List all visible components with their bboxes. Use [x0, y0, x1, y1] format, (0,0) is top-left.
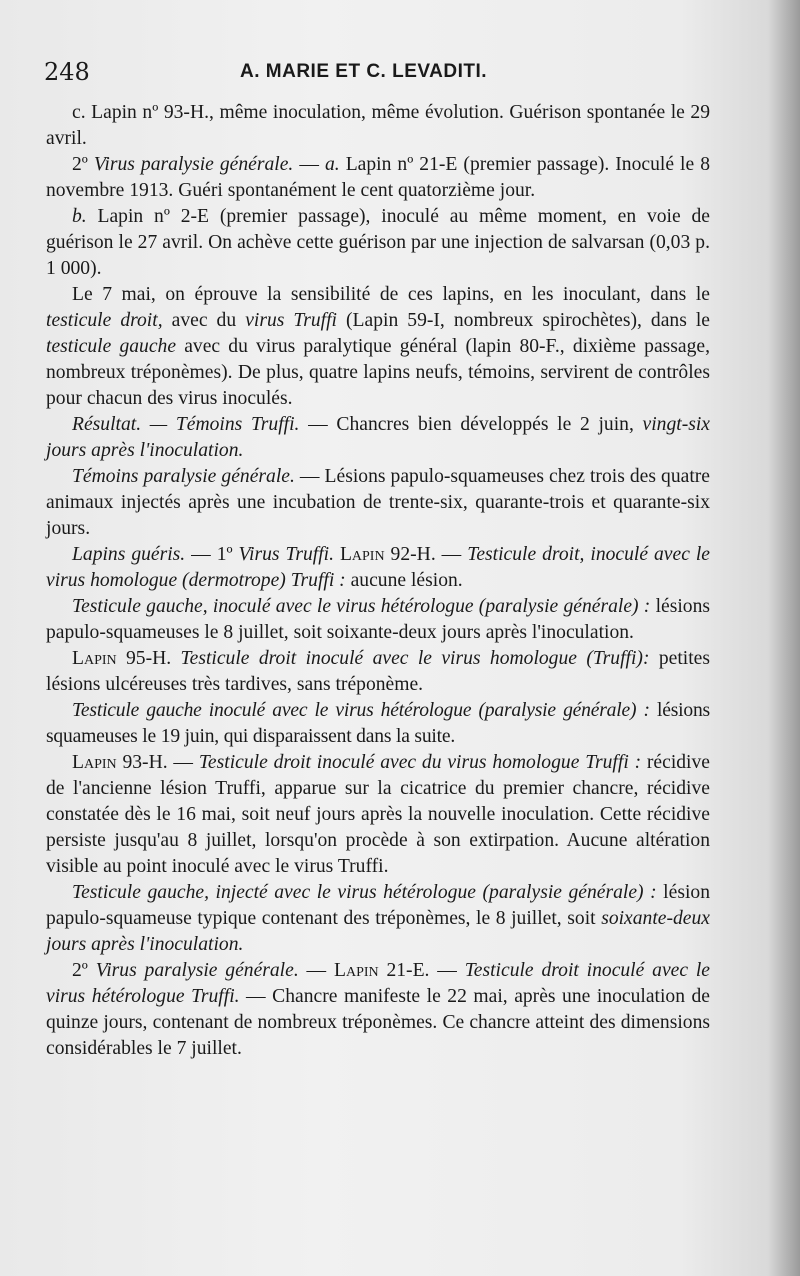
para7-text: aucune lésion. [345, 570, 463, 591]
para4-italic-b: testicule droit, [46, 310, 163, 331]
para8-italic: Testicule gauche, inoculé avec le virus hétérologue (paralysie générale) : [72, 596, 651, 617]
para9-italic: Testicule droit inoculé avec le virus homologue (Truffi): [180, 648, 650, 669]
para3-text: Lapin nº 2-E (premier passage), inoculé au même moment, en voie de guérison le 27 avril. On achève cette guérison par une injection de salvarsan (0,03 p. 1 000). [46, 206, 710, 279]
paragraph-10 [46, 698, 710, 750]
para11-lapin: Lapin [72, 752, 117, 773]
para6-heading: Témoins paralysie générale. [72, 466, 295, 487]
paragraph-12 [46, 880, 710, 958]
para7-lapin: Lapin [333, 544, 385, 565]
paragraph-13 [46, 958, 710, 1062]
body-text [46, 100, 710, 1062]
para13-num: 2º [72, 960, 96, 981]
para3-letter: b. [72, 206, 87, 227]
paragraph-8 [46, 594, 710, 646]
para5-text: — Chancres bien développés le 2 juin, [299, 414, 643, 435]
paragraph-4 [46, 282, 710, 412]
para4-italic-d: virus Truffi [245, 310, 337, 331]
para13-text: — Chancre manifeste le 22 mai, après une inoculation de quinze jours, contenant de nombreux tréponèmes. Ce chancre atteint des dimensions considérables le 7 juillet. [46, 986, 711, 1059]
para11-id: 93-H. — [116, 752, 199, 773]
para4-text-a: Le 7 mai, on éprouve la sensibilité de ces lapins, en les inoculant, dans le [72, 284, 710, 305]
paragraph-6 [46, 464, 710, 542]
para13-italic: Testicule droit inoculé avec le virus hétérologue Truffi. [46, 960, 711, 1007]
para7-num: — 1º [185, 544, 239, 565]
para12-text: lésion papulo-squameuse typique contenant des tréponèmes, le 8 juillet, soit [46, 882, 710, 929]
para11-italic: Testicule droit inoculé avec du virus homologue Truffi : [198, 752, 642, 773]
para13-lapin: Lapin [333, 960, 379, 981]
para12-italic: Testicule gauche, injecté avec le virus hétérologue (paralysie générale) : [72, 882, 657, 903]
para7-id: 92-H. — [384, 544, 468, 565]
paragraph-3 [46, 204, 710, 282]
para4-text-g: avec du virus paralytique général (lapin 80-F., dixième passage, nombreux tréponèmes). De plus, quatre lapins neufs, témoins, servirent de contrôles pour chacun des virus inoculés. [46, 336, 710, 409]
paragraph-7 [46, 542, 710, 594]
paragraph-1: c. Lapin nº 93-H., même inoculation, même évolution. Guérison spontanée le 29 avril. [46, 102, 710, 149]
paragraph-11 [46, 750, 710, 880]
para4-italic-f: testicule gauche [46, 336, 177, 357]
para5-italic: vingt-six jours après l'inoculation. [46, 414, 710, 461]
para9-lapin: Lapin [72, 648, 117, 669]
para10-italic: Testicule gauche inoculé avec le virus hétérologue (paralysie générale) : [72, 700, 650, 721]
para9-text: petites lésions ulcéreuses très tardives, sans tréponème. [46, 648, 710, 695]
para5-heading: Résultat. — Témoins Truffi. [72, 414, 300, 435]
running-head: A. MARIE ET C. LEVADITI. [240, 61, 488, 82]
para9-id: 95-H. [116, 648, 181, 669]
para8-text: lésions papulo-squameuses le 8 juillet, soit soixante-deux jours après l'inoculation. [46, 596, 710, 643]
para6-text: — Lésions papulo-squameuses chez trois des quatre animaux injectés après une incubation de trente-six, quarante-trois et quarante-six jours. [46, 466, 710, 539]
para13-id: 21-E. — [378, 960, 465, 981]
para7-virus: Virus Truffi. [238, 544, 334, 565]
para7-italic: Testicule droit, inoculé avec le virus homologue (dermotrope) Truffi : [46, 544, 710, 591]
para4-text-c: avec du [162, 310, 246, 331]
paragraph-2 [46, 152, 710, 204]
page-header [44, 58, 704, 90]
para13-dash: — [298, 960, 334, 981]
para7-heading: Lapins guéris. [72, 544, 186, 565]
paragraph-9 [46, 646, 710, 698]
para10-text: lésions squameuses le 19 juin, qui disparaissent dans la suite. [46, 700, 710, 747]
para12-italic-end: soixante-deux jours après l'inoculation. [46, 908, 710, 955]
para2-title: Virus paralysie générale. [93, 154, 294, 175]
para4-text-e: (Lapin 59-I, nombreux spirochètes), dans le [336, 310, 711, 331]
para2-text: Lapin nº 21-E (premier passage). Inoculé le 8 novembre 1913. Guéri spontanément le cent quatorzième jour. [46, 154, 710, 201]
para11-text: récidive de l'ancienne lésion Truffi, apparue sur la cicatrice du premier chancre, récidive constatée dès le 16 mai, soit neuf jours après la nouvelle inoculation. Cette récidive persiste jusqu'au 8 juillet, lorsqu'on procède à son extirpation. Aucune altération visible au point inoculé avec le virus Truffi. [46, 752, 710, 877]
para13-title: Virus paralysie générale. [95, 960, 299, 981]
paragraph-5 [46, 412, 710, 464]
page-number: 248 [44, 58, 90, 86]
para2-letter: a. [324, 154, 340, 175]
para2-dash: — [293, 154, 325, 175]
para2-num: 2º [72, 154, 94, 175]
